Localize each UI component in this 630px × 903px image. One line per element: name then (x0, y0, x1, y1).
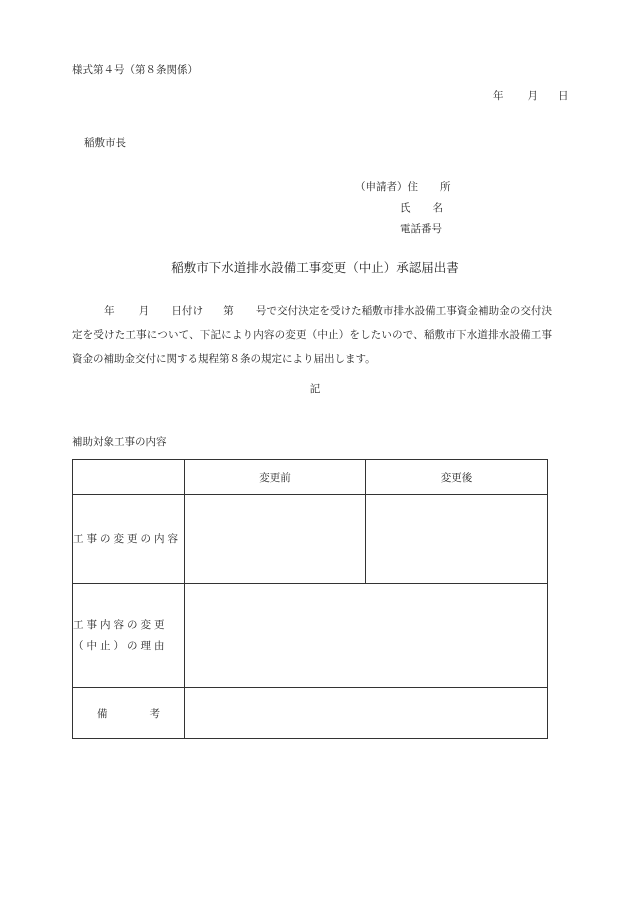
body-day-dated: 日付け (171, 305, 204, 317)
table-row-remarks (73, 688, 548, 739)
body-year: 年 (104, 305, 115, 317)
phone-label: 電話番号 (400, 223, 442, 235)
cell-before-content[interactable] (185, 495, 366, 584)
table-row-change-content (73, 495, 548, 584)
row-label-remarks (73, 688, 185, 739)
name-label-2: 名 (432, 202, 443, 214)
body-month: 月 (138, 305, 150, 317)
remarks-char-2: 考 (149, 707, 160, 720)
address-label-2: 所 (440, 181, 451, 193)
document-title: 稲敷市下水道排水設備工事変更（中止）承認届出書 (171, 260, 459, 275)
cell-change-reason[interactable] (185, 584, 548, 688)
row-label-change-reason: 工事内容の変更（中止）の理由 (73, 584, 185, 688)
date-day: 日 (558, 90, 569, 102)
remarks-char-1: 備 (97, 707, 108, 720)
table-header-row (73, 460, 548, 495)
body-paragraph: 号で交付決定を受けた稲敷市排水設備工事資金補助金の交付決定を受けた工事について、下記により内容の変更（中止）をしたいので、稲敷市下水道排水設備工事資金の補助金交付に関する規程第８条の規定により届出します。 (72, 305, 553, 365)
date-line (493, 91, 569, 102)
body-text (72, 299, 552, 371)
section-label: 補助対象工事の内容 (72, 436, 167, 448)
applicant-phone-row (355, 224, 451, 245)
row-label-change-content: 工事の変更の内容 (73, 495, 185, 584)
date-year: 年 (493, 90, 504, 102)
col-header-after: 変更後 (366, 460, 548, 495)
applicant-name-row (355, 203, 451, 224)
cell-after-content[interactable] (366, 495, 548, 584)
body-number-prefix: 第 (223, 305, 234, 317)
applicant-address-row (355, 182, 451, 203)
cell-remarks[interactable] (185, 688, 548, 739)
applicant-prefix: （申請者） (355, 181, 408, 193)
form-number: 様式第４号（第８条関係） (72, 64, 198, 76)
col-header-before: 変更前 (185, 460, 366, 495)
date-month: 月 (527, 90, 538, 102)
table-row-change-reason (73, 584, 548, 688)
applicant-block (355, 182, 451, 245)
name-label: 氏 (400, 202, 411, 214)
note-heading: 記 (309, 383, 321, 395)
table-corner-cell (73, 460, 185, 495)
address-label: 住 (407, 181, 418, 193)
project-content-table (72, 459, 548, 739)
addressee: 稲敷市長 (84, 137, 126, 149)
